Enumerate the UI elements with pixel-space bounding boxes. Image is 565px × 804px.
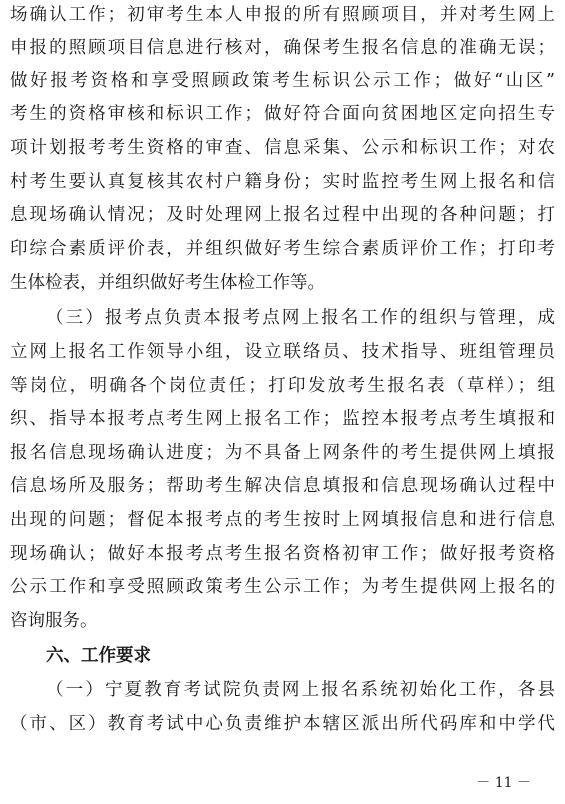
paragraph-1-line-4: 考生的资格审核和标识工作；做好符合面向贫困地区定向招生专: [10, 104, 555, 124]
paragraph-2-line-10: 咨询服务。: [10, 611, 98, 631]
section-heading: 六、工作要求: [46, 646, 151, 666]
paragraph-2-line-3: 等岗位，明确各个岗位责任；打印发放考生报名表（草样）；组: [10, 376, 555, 396]
paragraph-2-line-2: 立网上报名工作领导小组，设立联络员、技术指导、班组管理员: [10, 342, 555, 362]
paragraph-1-line-7: 息现场确认情况；及时处理网上报名过程中出现的各种问题；打: [10, 205, 555, 225]
paragraph-1-line-9: 生体检表，并组织做好考生体检工作等。: [10, 273, 325, 293]
paragraph-1-line-2: 申报的照顾项目信息进行核对，确保考生报名信息的准确无误；: [10, 38, 555, 58]
paragraph-2-line-1: （三）报考点负责本报考点网上报名工作的组织与管理，成: [46, 308, 555, 328]
paragraph-2-line-8: 现场确认；做好本报考点考生报名资格初审工作；做好报考资格: [10, 544, 555, 564]
paragraph-1-line-8: 印综合素质评价表，并组织做好考生综合素质评价工作；打印考: [10, 239, 555, 259]
paragraph-3-line-2: （市、区）教育考试中心负责维护本辖区派出所代码库和中学代: [10, 714, 555, 734]
paragraph-1-line-1: 场确认工作；初审考生本人申报的所有照顾项目，并对考生网上: [10, 5, 555, 25]
page-number: － 11 －: [476, 775, 531, 791]
paragraph-2-line-7: 出现的问题；督促本报考点的考生按时上网填报信息和进行信息: [10, 510, 555, 530]
paragraph-2-line-4: 织、指导本报考点考生网上报名工作；监控本报考点考生填报和: [10, 409, 555, 429]
paragraph-1-line-5: 项计划报考考生资格的审查、信息采集、公示和标识工作；对农: [10, 138, 555, 158]
paragraph-2-line-5: 报名信息现场确认进度；为不具备上网条件的考生提供网上填报: [10, 443, 555, 463]
paragraph-1-line-6: 村考生要认真复核其农村户籍身份；实时监控考生网上报名和信: [10, 172, 555, 192]
paragraph-1-line-3: 做好报考资格和享受照顾政策考生标识公示工作；做好“山区”: [10, 71, 555, 91]
paragraph-2-line-9: 公示工作和享受照顾政策考生公示工作；为考生提供网上报名的: [10, 577, 555, 597]
paragraph-3-line-1: （一）宁夏教育考试院负责网上报名系统初始化工作，各县: [46, 680, 555, 700]
paragraph-2-line-6: 信息场所及服务；帮助考生解决信息填报和信息现场确认过程中: [10, 476, 555, 496]
